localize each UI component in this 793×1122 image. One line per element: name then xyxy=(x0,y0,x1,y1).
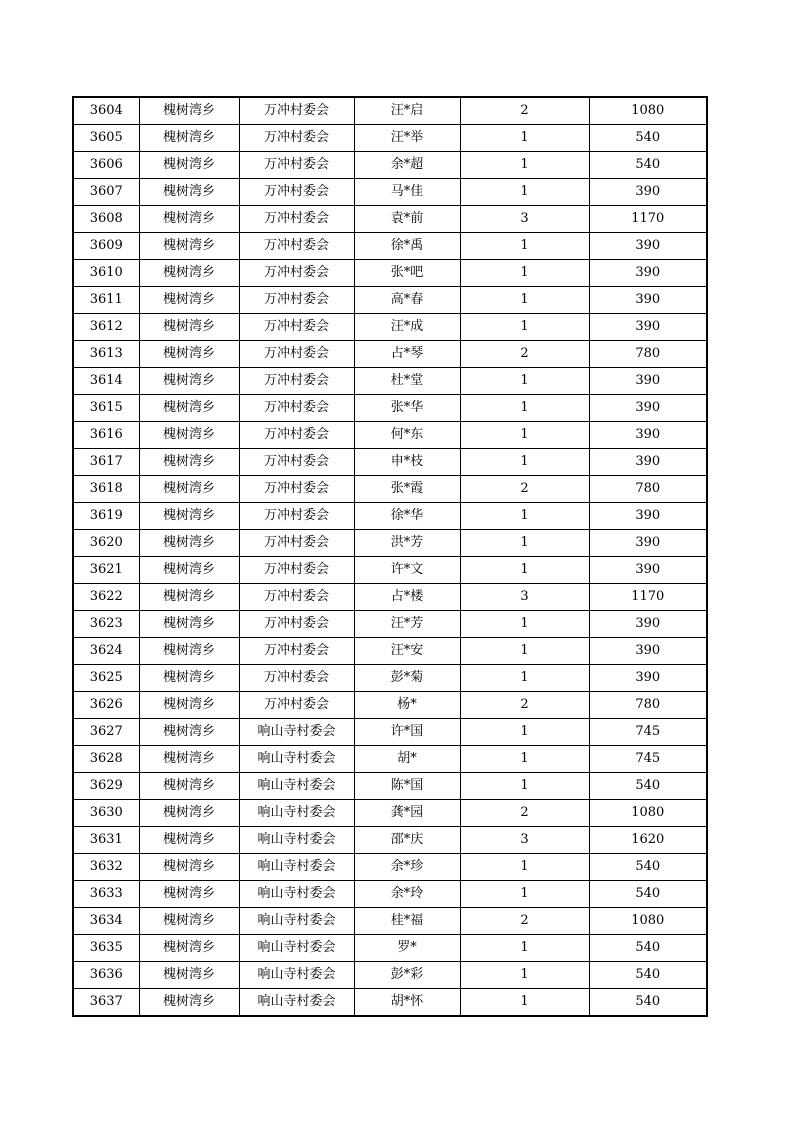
amount-cell: 540 xyxy=(589,125,707,152)
count-cell: 1 xyxy=(460,503,589,530)
table-row xyxy=(73,287,707,314)
township-cell: 槐树湾乡 xyxy=(139,179,239,206)
village-committee-cell: 响山寺村委会 xyxy=(239,908,354,935)
count-cell: 3 xyxy=(460,827,589,854)
amount-cell: 1080 xyxy=(589,97,707,125)
count-cell: 1 xyxy=(460,881,589,908)
township-cell: 槐树湾乡 xyxy=(139,611,239,638)
name-cell: 余*珍 xyxy=(354,854,460,881)
name-cell: 徐*华 xyxy=(354,503,460,530)
row-number-cell: 3622 xyxy=(73,584,139,611)
amount-cell: 390 xyxy=(589,287,707,314)
count-cell: 1 xyxy=(460,773,589,800)
row-number-cell: 3634 xyxy=(73,908,139,935)
table-row xyxy=(73,881,707,908)
village-committee-cell: 万冲村委会 xyxy=(239,611,354,638)
amount-cell: 540 xyxy=(589,881,707,908)
village-committee-cell: 万冲村委会 xyxy=(239,179,354,206)
count-cell: 1 xyxy=(460,395,589,422)
name-cell: 胡*怀 xyxy=(354,989,460,1017)
row-number-cell: 3618 xyxy=(73,476,139,503)
count-cell: 1 xyxy=(460,665,589,692)
village-committee-cell: 响山寺村委会 xyxy=(239,746,354,773)
village-committee-cell: 响山寺村委会 xyxy=(239,800,354,827)
amount-cell: 390 xyxy=(589,179,707,206)
row-number-cell: 3604 xyxy=(73,97,139,125)
name-cell: 高*春 xyxy=(354,287,460,314)
row-number-cell: 3613 xyxy=(73,341,139,368)
township-cell: 槐树湾乡 xyxy=(139,773,239,800)
table-row xyxy=(73,476,707,503)
count-cell: 1 xyxy=(460,179,589,206)
data-table xyxy=(72,96,708,1017)
village-committee-cell: 万冲村委会 xyxy=(239,341,354,368)
village-committee-cell: 万冲村委会 xyxy=(239,206,354,233)
table-row xyxy=(73,611,707,638)
township-cell: 槐树湾乡 xyxy=(139,125,239,152)
amount-cell: 780 xyxy=(589,476,707,503)
township-cell: 槐树湾乡 xyxy=(139,962,239,989)
table-row xyxy=(73,962,707,989)
amount-cell: 390 xyxy=(589,422,707,449)
amount-cell: 390 xyxy=(589,638,707,665)
count-cell: 2 xyxy=(460,476,589,503)
village-committee-cell: 万冲村委会 xyxy=(239,368,354,395)
name-cell: 何*东 xyxy=(354,422,460,449)
name-cell: 余*玲 xyxy=(354,881,460,908)
township-cell: 槐树湾乡 xyxy=(139,368,239,395)
village-committee-cell: 响山寺村委会 xyxy=(239,935,354,962)
count-cell: 1 xyxy=(460,557,589,584)
amount-cell: 390 xyxy=(589,395,707,422)
table-row xyxy=(73,719,707,746)
name-cell: 张*华 xyxy=(354,395,460,422)
name-cell: 占*楼 xyxy=(354,584,460,611)
amount-cell: 780 xyxy=(589,341,707,368)
amount-cell: 390 xyxy=(589,233,707,260)
name-cell: 许*国 xyxy=(354,719,460,746)
table-row xyxy=(73,557,707,584)
table-row xyxy=(73,449,707,476)
township-cell: 槐树湾乡 xyxy=(139,233,239,260)
name-cell: 汪*启 xyxy=(354,97,460,125)
count-cell: 1 xyxy=(460,719,589,746)
village-committee-cell: 万冲村委会 xyxy=(239,233,354,260)
village-committee-cell: 万冲村委会 xyxy=(239,692,354,719)
village-committee-cell: 响山寺村委会 xyxy=(239,989,354,1017)
amount-cell: 390 xyxy=(589,611,707,638)
count-cell: 2 xyxy=(460,908,589,935)
table-row xyxy=(73,530,707,557)
amount-cell: 540 xyxy=(589,989,707,1017)
amount-cell: 390 xyxy=(589,557,707,584)
table-body xyxy=(73,97,707,1016)
table-row xyxy=(73,773,707,800)
count-cell: 1 xyxy=(460,314,589,341)
township-cell: 槐树湾乡 xyxy=(139,260,239,287)
township-cell: 槐树湾乡 xyxy=(139,206,239,233)
row-number-cell: 3625 xyxy=(73,665,139,692)
row-number-cell: 3632 xyxy=(73,854,139,881)
row-number-cell: 3611 xyxy=(73,287,139,314)
village-committee-cell: 万冲村委会 xyxy=(239,97,354,125)
township-cell: 槐树湾乡 xyxy=(139,989,239,1017)
township-cell: 槐树湾乡 xyxy=(139,422,239,449)
name-cell: 徐*禹 xyxy=(354,233,460,260)
count-cell: 1 xyxy=(460,530,589,557)
table-row xyxy=(73,125,707,152)
amount-cell: 540 xyxy=(589,773,707,800)
row-number-cell: 3633 xyxy=(73,881,139,908)
count-cell: 1 xyxy=(460,260,589,287)
village-committee-cell: 万冲村委会 xyxy=(239,530,354,557)
township-cell: 槐树湾乡 xyxy=(139,692,239,719)
table-row xyxy=(73,260,707,287)
count-cell: 1 xyxy=(460,638,589,665)
amount-cell: 540 xyxy=(589,152,707,179)
row-number-cell: 3610 xyxy=(73,260,139,287)
village-committee-cell: 万冲村委会 xyxy=(239,152,354,179)
name-cell: 占*琴 xyxy=(354,341,460,368)
name-cell: 杜*堂 xyxy=(354,368,460,395)
village-committee-cell: 响山寺村委会 xyxy=(239,719,354,746)
village-committee-cell: 万冲村委会 xyxy=(239,476,354,503)
name-cell: 汪*成 xyxy=(354,314,460,341)
count-cell: 2 xyxy=(460,692,589,719)
name-cell: 张*霞 xyxy=(354,476,460,503)
count-cell: 1 xyxy=(460,611,589,638)
township-cell: 槐树湾乡 xyxy=(139,584,239,611)
village-committee-cell: 万冲村委会 xyxy=(239,260,354,287)
table-row xyxy=(73,233,707,260)
count-cell: 1 xyxy=(460,449,589,476)
table-row xyxy=(73,206,707,233)
township-cell: 槐树湾乡 xyxy=(139,638,239,665)
table-row xyxy=(73,638,707,665)
village-committee-cell: 响山寺村委会 xyxy=(239,773,354,800)
amount-cell: 390 xyxy=(589,503,707,530)
amount-cell: 1080 xyxy=(589,908,707,935)
row-number-cell: 3619 xyxy=(73,503,139,530)
village-committee-cell: 万冲村委会 xyxy=(239,287,354,314)
amount-cell: 390 xyxy=(589,368,707,395)
amount-cell: 540 xyxy=(589,962,707,989)
count-cell: 1 xyxy=(460,746,589,773)
row-number-cell: 3612 xyxy=(73,314,139,341)
amount-cell: 1620 xyxy=(589,827,707,854)
count-cell: 1 xyxy=(460,935,589,962)
row-number-cell: 3606 xyxy=(73,152,139,179)
township-cell: 槐树湾乡 xyxy=(139,395,239,422)
name-cell: 马*佳 xyxy=(354,179,460,206)
village-committee-cell: 万冲村委会 xyxy=(239,557,354,584)
name-cell: 胡* xyxy=(354,746,460,773)
township-cell: 槐树湾乡 xyxy=(139,152,239,179)
amount-cell: 1170 xyxy=(589,584,707,611)
amount-cell: 390 xyxy=(589,449,707,476)
count-cell: 2 xyxy=(460,800,589,827)
township-cell: 槐树湾乡 xyxy=(139,854,239,881)
township-cell: 槐树湾乡 xyxy=(139,503,239,530)
table-row xyxy=(73,152,707,179)
township-cell: 槐树湾乡 xyxy=(139,827,239,854)
township-cell: 槐树湾乡 xyxy=(139,476,239,503)
row-number-cell: 3631 xyxy=(73,827,139,854)
row-number-cell: 3607 xyxy=(73,179,139,206)
row-number-cell: 3616 xyxy=(73,422,139,449)
village-committee-cell: 响山寺村委会 xyxy=(239,962,354,989)
village-committee-cell: 万冲村委会 xyxy=(239,449,354,476)
table-row xyxy=(73,908,707,935)
amount-cell: 745 xyxy=(589,719,707,746)
count-cell: 1 xyxy=(460,233,589,260)
row-number-cell: 3624 xyxy=(73,638,139,665)
name-cell: 桂*福 xyxy=(354,908,460,935)
township-cell: 槐树湾乡 xyxy=(139,557,239,584)
amount-cell: 390 xyxy=(589,314,707,341)
township-cell: 槐树湾乡 xyxy=(139,935,239,962)
row-number-cell: 3628 xyxy=(73,746,139,773)
township-cell: 槐树湾乡 xyxy=(139,341,239,368)
count-cell: 2 xyxy=(460,341,589,368)
row-number-cell: 3614 xyxy=(73,368,139,395)
name-cell: 龚*园 xyxy=(354,800,460,827)
township-cell: 槐树湾乡 xyxy=(139,97,239,125)
village-committee-cell: 万冲村委会 xyxy=(239,125,354,152)
amount-cell: 540 xyxy=(589,854,707,881)
table-row xyxy=(73,800,707,827)
township-cell: 槐树湾乡 xyxy=(139,530,239,557)
row-number-cell: 3620 xyxy=(73,530,139,557)
table-row xyxy=(73,854,707,881)
name-cell: 邵*庆 xyxy=(354,827,460,854)
township-cell: 槐树湾乡 xyxy=(139,881,239,908)
name-cell: 袁*前 xyxy=(354,206,460,233)
count-cell: 1 xyxy=(460,962,589,989)
name-cell: 汪*安 xyxy=(354,638,460,665)
name-cell: 洪*芳 xyxy=(354,530,460,557)
count-cell: 1 xyxy=(460,287,589,314)
table-row xyxy=(73,503,707,530)
count-cell: 1 xyxy=(460,368,589,395)
village-committee-cell: 万冲村委会 xyxy=(239,503,354,530)
count-cell: 1 xyxy=(460,422,589,449)
name-cell: 余*超 xyxy=(354,152,460,179)
row-number-cell: 3609 xyxy=(73,233,139,260)
amount-cell: 390 xyxy=(589,665,707,692)
table-row xyxy=(73,665,707,692)
count-cell: 2 xyxy=(460,97,589,125)
row-number-cell: 3627 xyxy=(73,719,139,746)
row-number-cell: 3630 xyxy=(73,800,139,827)
count-cell: 3 xyxy=(460,584,589,611)
township-cell: 槐树湾乡 xyxy=(139,800,239,827)
name-cell: 彭*彩 xyxy=(354,962,460,989)
table-row xyxy=(73,368,707,395)
row-number-cell: 3629 xyxy=(73,773,139,800)
village-committee-cell: 万冲村委会 xyxy=(239,422,354,449)
township-cell: 槐树湾乡 xyxy=(139,314,239,341)
name-cell: 彭*菊 xyxy=(354,665,460,692)
row-number-cell: 3608 xyxy=(73,206,139,233)
name-cell: 陈*国 xyxy=(354,773,460,800)
table-row xyxy=(73,341,707,368)
amount-cell: 1080 xyxy=(589,800,707,827)
amount-cell: 390 xyxy=(589,530,707,557)
table-row xyxy=(73,692,707,719)
table-row xyxy=(73,314,707,341)
township-cell: 槐树湾乡 xyxy=(139,719,239,746)
count-cell: 1 xyxy=(460,125,589,152)
amount-cell: 1170 xyxy=(589,206,707,233)
township-cell: 槐树湾乡 xyxy=(139,665,239,692)
amount-cell: 540 xyxy=(589,935,707,962)
township-cell: 槐树湾乡 xyxy=(139,746,239,773)
table-row xyxy=(73,827,707,854)
table-row xyxy=(73,422,707,449)
name-cell: 申*枝 xyxy=(354,449,460,476)
name-cell: 罗* xyxy=(354,935,460,962)
row-number-cell: 3617 xyxy=(73,449,139,476)
amount-cell: 390 xyxy=(589,260,707,287)
row-number-cell: 3635 xyxy=(73,935,139,962)
name-cell: 杨* xyxy=(354,692,460,719)
table-row xyxy=(73,395,707,422)
row-number-cell: 3637 xyxy=(73,989,139,1017)
row-number-cell: 3615 xyxy=(73,395,139,422)
village-committee-cell: 万冲村委会 xyxy=(239,314,354,341)
name-cell: 汪*芳 xyxy=(354,611,460,638)
village-committee-cell: 响山寺村委会 xyxy=(239,881,354,908)
count-cell: 1 xyxy=(460,989,589,1017)
village-committee-cell: 万冲村委会 xyxy=(239,395,354,422)
village-committee-cell: 万冲村委会 xyxy=(239,638,354,665)
table-row xyxy=(73,746,707,773)
row-number-cell: 3605 xyxy=(73,125,139,152)
amount-cell: 780 xyxy=(589,692,707,719)
name-cell: 汪*举 xyxy=(354,125,460,152)
village-committee-cell: 响山寺村委会 xyxy=(239,854,354,881)
count-cell: 1 xyxy=(460,854,589,881)
name-cell: 许*文 xyxy=(354,557,460,584)
count-cell: 3 xyxy=(460,206,589,233)
row-number-cell: 3623 xyxy=(73,611,139,638)
name-cell: 张*吧 xyxy=(354,260,460,287)
table-row xyxy=(73,989,707,1017)
table-row xyxy=(73,935,707,962)
township-cell: 槐树湾乡 xyxy=(139,908,239,935)
village-committee-cell: 万冲村委会 xyxy=(239,584,354,611)
row-number-cell: 3636 xyxy=(73,962,139,989)
table-row xyxy=(73,97,707,125)
amount-cell: 745 xyxy=(589,746,707,773)
count-cell: 1 xyxy=(460,152,589,179)
table-row xyxy=(73,179,707,206)
row-number-cell: 3621 xyxy=(73,557,139,584)
village-committee-cell: 万冲村委会 xyxy=(239,665,354,692)
table-row xyxy=(73,584,707,611)
village-committee-cell: 响山寺村委会 xyxy=(239,827,354,854)
township-cell: 槐树湾乡 xyxy=(139,449,239,476)
township-cell: 槐树湾乡 xyxy=(139,287,239,314)
row-number-cell: 3626 xyxy=(73,692,139,719)
